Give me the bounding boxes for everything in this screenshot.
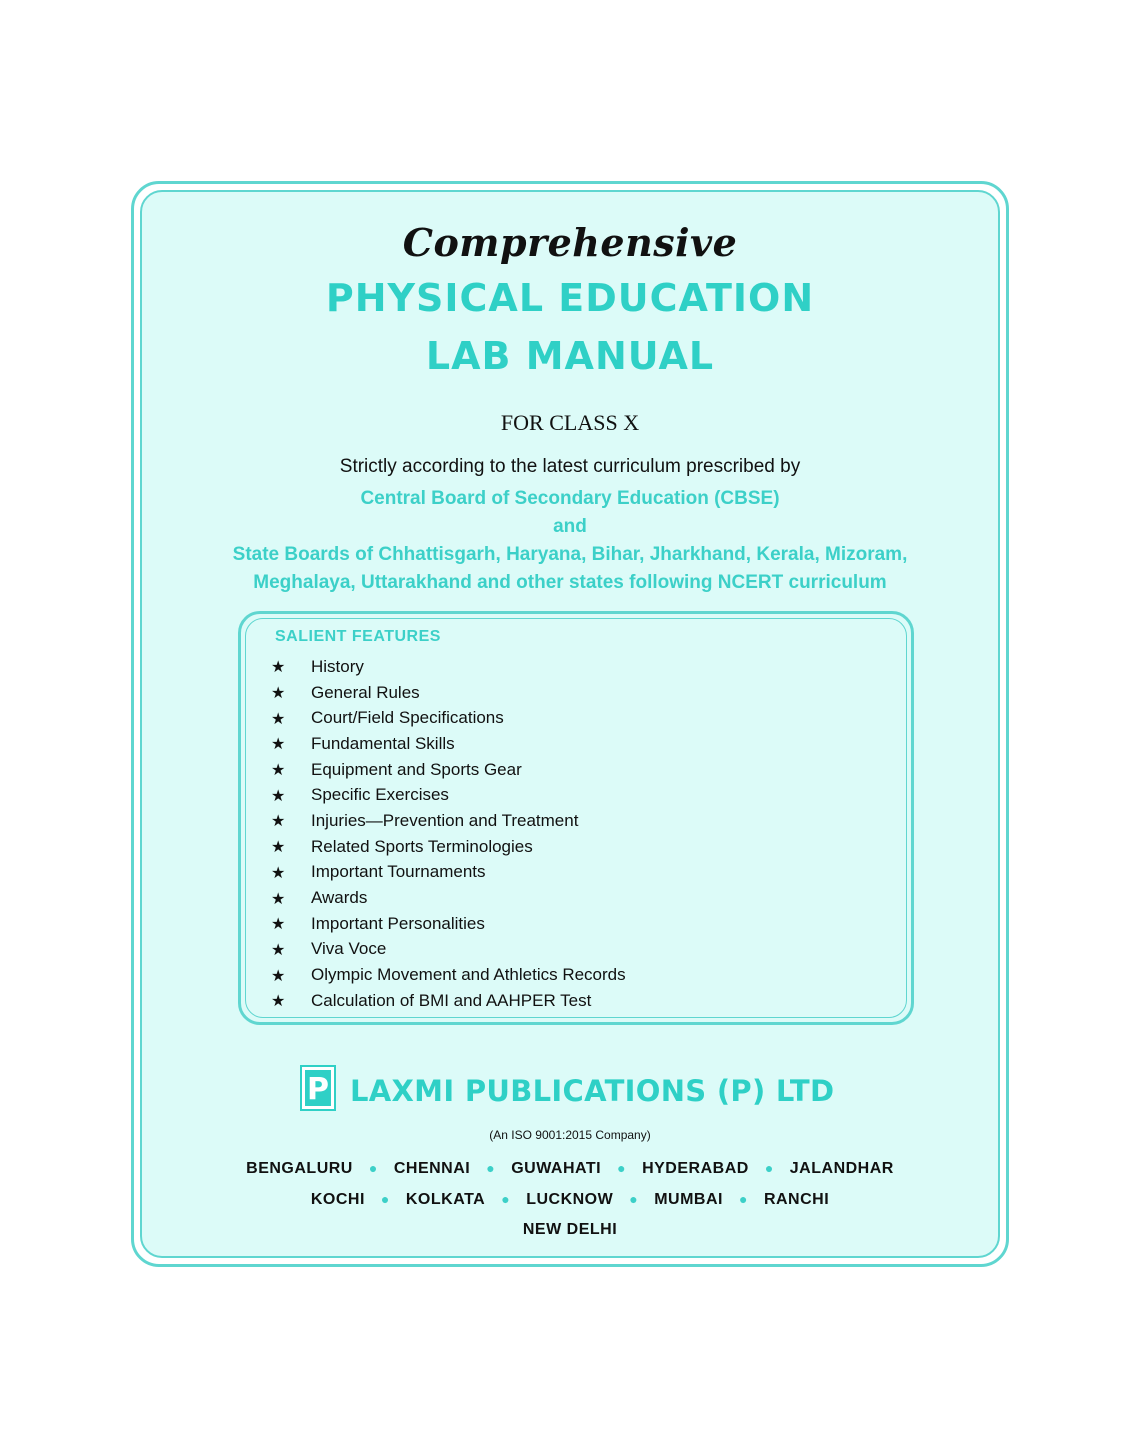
star-bullet-icon: ★ bbox=[271, 888, 286, 908]
city-name: MUMBAI bbox=[654, 1191, 723, 1208]
feature-item bbox=[271, 808, 626, 834]
feature-item bbox=[271, 988, 626, 1014]
separator-dot-icon: ● bbox=[368, 1160, 378, 1176]
city-name: HYDERABAD bbox=[642, 1160, 749, 1177]
board-line-and: and bbox=[553, 516, 587, 537]
cover-outer-frame bbox=[131, 181, 1009, 1267]
star-bullet-icon: ★ bbox=[271, 785, 286, 805]
salient-features-box bbox=[238, 611, 914, 1025]
separator-dot-icon: ● bbox=[380, 1191, 390, 1207]
publisher-name: LAXMI PUBLICATIONS (P) LTD bbox=[350, 1074, 835, 1108]
feature-list bbox=[271, 654, 626, 1014]
star-bullet-icon: ★ bbox=[271, 914, 286, 934]
star-bullet-icon: ★ bbox=[271, 862, 286, 882]
feature-text: Related Sports Terminologies bbox=[311, 836, 533, 856]
star-bullet-icon: ★ bbox=[271, 811, 286, 831]
main-title: PHYSICAL EDUCATION bbox=[325, 276, 815, 320]
separator-dot-icon: ● bbox=[629, 1191, 639, 1207]
cities-row-1 bbox=[142, 1160, 998, 1178]
cities-row-3 bbox=[142, 1221, 998, 1239]
feature-text: Calculation of BMI and AAHPER Test bbox=[311, 990, 592, 1010]
feature-text: Olympic Movement and Athletics Records bbox=[311, 965, 626, 985]
board-line-states-2: Meghalaya, Uttarakhand and other states following NCERT curriculum bbox=[253, 572, 887, 593]
city-name: BENGALURU bbox=[246, 1160, 353, 1177]
star-bullet-icon: ★ bbox=[271, 760, 286, 780]
separator-dot-icon: ● bbox=[617, 1160, 627, 1176]
feature-text: Fundamental Skills bbox=[311, 733, 455, 753]
cover-inner-frame bbox=[140, 190, 1000, 1258]
feature-item bbox=[271, 834, 626, 860]
script-title: Comprehensive bbox=[402, 220, 738, 265]
feature-item bbox=[271, 962, 626, 988]
star-bullet-icon: ★ bbox=[271, 965, 286, 985]
feature-text: Court/Field Specifications bbox=[311, 708, 504, 728]
feature-text: Awards bbox=[311, 888, 368, 908]
publisher-logo-letter: P bbox=[307, 1072, 329, 1107]
feature-item bbox=[271, 680, 626, 706]
feature-item bbox=[271, 731, 626, 757]
city-name: LUCKNOW bbox=[526, 1191, 614, 1208]
feature-item bbox=[271, 860, 626, 886]
feature-item bbox=[271, 757, 626, 783]
city-name: KOCHI bbox=[310, 1191, 365, 1208]
sub-title: LAB MANUAL bbox=[425, 334, 715, 378]
star-bullet-icon: ★ bbox=[271, 683, 286, 703]
city-name: CHENNAI bbox=[393, 1160, 471, 1177]
star-bullet-icon: ★ bbox=[271, 939, 286, 959]
feature-item bbox=[271, 654, 626, 680]
publisher-logo-icon bbox=[300, 1065, 336, 1111]
feature-item bbox=[271, 937, 626, 963]
feature-text: Injuries—Prevention and Treatment bbox=[311, 810, 579, 830]
feature-text: General Rules bbox=[311, 682, 420, 702]
star-bullet-icon: ★ bbox=[271, 837, 286, 857]
city-name: KOLKATA bbox=[405, 1191, 486, 1208]
city-name: GUWAHATI bbox=[511, 1160, 602, 1177]
feature-text: History bbox=[311, 656, 364, 676]
feature-item bbox=[271, 705, 626, 731]
feature-item bbox=[271, 885, 626, 911]
separator-dot-icon: ● bbox=[501, 1191, 511, 1207]
iso-note: (An ISO 9001:2015 Company) bbox=[489, 1128, 651, 1142]
star-bullet-icon: ★ bbox=[271, 991, 286, 1011]
feature-item bbox=[271, 782, 626, 808]
feature-text: Specific Exercises bbox=[311, 785, 449, 805]
feature-text: Viva Voce bbox=[311, 939, 387, 959]
board-line-cbse: Central Board of Secondary Education (CBSE) bbox=[360, 488, 780, 509]
city-name: RANCHI bbox=[763, 1191, 830, 1208]
feature-item bbox=[271, 911, 626, 937]
city-name: NEW DELHI bbox=[522, 1221, 618, 1238]
star-bullet-icon: ★ bbox=[271, 708, 286, 728]
feature-text: Important Personalities bbox=[311, 913, 485, 933]
intro-line: Strictly according to the latest curriculum prescribed by bbox=[339, 456, 801, 477]
separator-dot-icon: ● bbox=[738, 1191, 748, 1207]
class-line: FOR CLASS X bbox=[500, 410, 640, 435]
separator-dot-icon: ● bbox=[486, 1160, 496, 1176]
feature-text: Equipment and Sports Gear bbox=[311, 759, 522, 779]
star-bullet-icon: ★ bbox=[271, 734, 286, 754]
star-bullet-icon: ★ bbox=[271, 657, 286, 677]
city-name: JALANDHAR bbox=[789, 1160, 894, 1177]
board-line-states-1: State Boards of Chhattisgarh, Haryana, Bihar, Jharkhand, Kerala, Mizoram, bbox=[232, 544, 908, 565]
salient-features-heading: SALIENT FEATURES bbox=[275, 628, 441, 645]
feature-text: Important Tournaments bbox=[311, 862, 486, 882]
separator-dot-icon: ● bbox=[764, 1160, 774, 1176]
cities-row-2 bbox=[142, 1191, 998, 1209]
